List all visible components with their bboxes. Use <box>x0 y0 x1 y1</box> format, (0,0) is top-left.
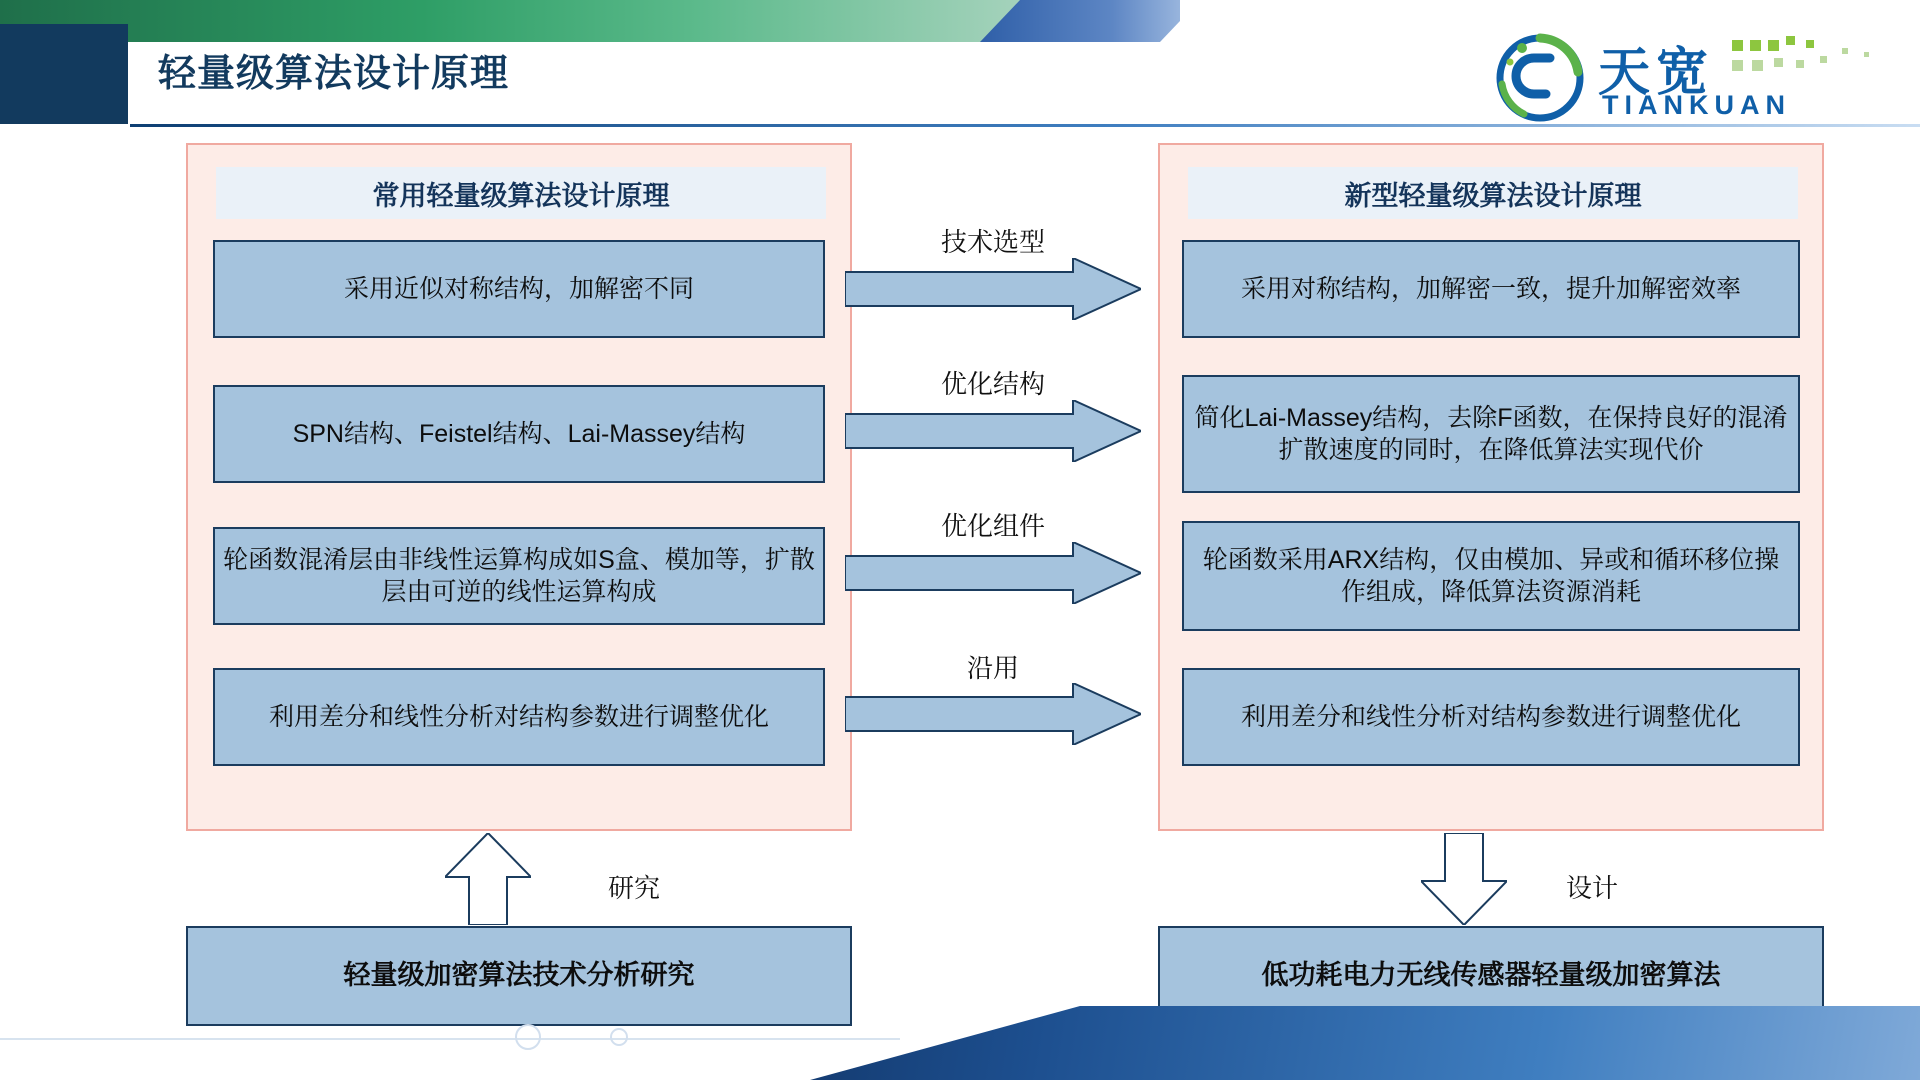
page-title: 轻量级算法设计原理 <box>158 53 510 95</box>
arrow-right-1-icon <box>845 258 1141 320</box>
arrow-down-icon <box>1421 833 1507 925</box>
logo-swirl-icon <box>1494 32 1586 124</box>
footer-box-left: 轻量级加密算法技术分析研究 <box>186 926 852 1026</box>
arrow-right-4-icon <box>845 683 1141 745</box>
arrow-right-3-icon <box>845 542 1141 604</box>
logo-chinese-text: 天宽 <box>1598 44 1715 102</box>
arrow-right-2-icon <box>845 400 1141 462</box>
right-item-box-2: 简化Lai-Massey结构，去除F函数，在保持良好的混淆扩散速度的同时，在降低算法实现代价 <box>1182 375 1800 493</box>
arrow-label-1: 技术选型 <box>940 227 1045 257</box>
ribbon-green-shape <box>0 0 1110 42</box>
left-panel-title: 常用轻量级算法设计原理 <box>216 167 826 219</box>
right-item-box-3: 轮函数采用ARX结构，仅由模加、异或和循环移位操作组成，降低算法资源消耗 <box>1182 521 1800 631</box>
bottom-blue-swoosh <box>660 1006 1920 1080</box>
company-logo <box>1494 28 1894 124</box>
vertical-arrow-label-left: 研究 <box>608 873 661 903</box>
footer-box-right: 低功耗电力无线传感器轻量级加密算法 <box>1158 926 1824 1026</box>
left-item-box-4: 利用差分和线性分析对结构参数进行调整优化 <box>213 668 825 766</box>
bottom-circle-large <box>515 1024 541 1050</box>
left-item-box-1: 采用近似对称结构，加解密不同 <box>213 240 825 338</box>
vertical-arrow-label-right: 设计 <box>1566 873 1619 903</box>
arrow-label-2: 优化结构 <box>940 369 1045 399</box>
header-accent-bar <box>0 24 128 124</box>
right-item-box-4: 利用差分和线性分析对结构参数进行调整优化 <box>1182 668 1800 766</box>
arrow-label-4: 沿用 <box>966 653 1019 683</box>
right-panel-title: 新型轻量级算法设计原理 <box>1188 167 1798 219</box>
left-item-box-2: SPN结构、Feistel结构、Lai-Massey结构 <box>213 385 825 483</box>
header-divider <box>130 124 1920 127</box>
header-ribbon-decoration <box>0 0 1180 42</box>
bottom-thin-line <box>0 1038 900 1040</box>
arrow-up-icon <box>445 833 531 925</box>
right-item-box-1: 采用对称结构，加解密一致，提升加解密效率 <box>1182 240 1800 338</box>
logo-english-text: TIANKUAN <box>1602 90 1791 120</box>
left-item-box-3: 轮函数混淆层由非线性运算构成如S盒、模加等，扩散层由可逆的线性运算构成 <box>213 527 825 625</box>
bottom-decoration <box>0 1006 1920 1080</box>
arrow-label-3: 优化组件 <box>940 511 1045 541</box>
bottom-circle-small <box>610 1028 628 1046</box>
logo-dot-pattern-icon <box>1732 34 1892 86</box>
